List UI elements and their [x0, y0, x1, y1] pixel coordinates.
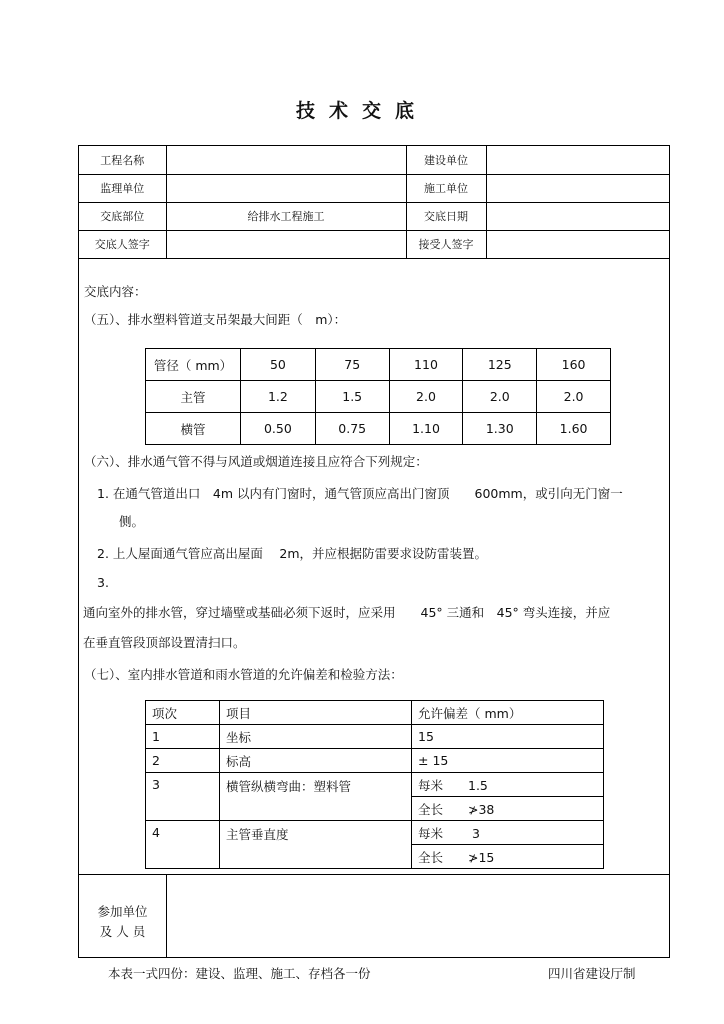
divider [166, 874, 167, 958]
table-cell: 2 [146, 749, 220, 773]
table-cell: 每米 1.5 [412, 773, 604, 797]
table-cell: 全长 ≯38 [412, 797, 604, 821]
supervision-unit-field[interactable] [166, 174, 406, 202]
divider [79, 874, 669, 875]
section-7-title: （七）、室内排水管道和雨水管道的允许偏差和检验方法： [84, 667, 403, 682]
header-table [79, 146, 669, 259]
table-cell: 1 [146, 725, 220, 749]
table-row [146, 725, 604, 749]
construction-unit-label: 施工单位 [406, 174, 486, 202]
table-header-cell: 50 [241, 349, 316, 381]
table-row [146, 749, 604, 773]
table-cell: 横管 [146, 413, 241, 445]
spacing-table [145, 348, 611, 445]
table-cell: 每米 3 [412, 821, 604, 845]
table-cell: 1.10 [389, 413, 463, 445]
supervision-unit-label: 监理单位 [79, 174, 166, 202]
receiver-sign-label: 接受人签字 [406, 230, 486, 258]
project-name-field[interactable] [166, 146, 406, 174]
participants-field[interactable] [171, 886, 665, 952]
disclosure-form [78, 145, 670, 958]
table-row [146, 821, 604, 845]
table-cell: ± 15 [412, 749, 604, 773]
rule-3-line-2: 在垂直管段顶部设置清扫口。 [83, 635, 246, 650]
table-row [146, 381, 611, 413]
table-cell: 3 [146, 773, 220, 821]
disclosure-date-field[interactable] [486, 202, 669, 230]
table-cell: 4 [146, 821, 220, 869]
section-5-title: （五）、排水塑料管道支吊架最大间距（ m）： [84, 312, 347, 327]
table-cell: 2.0 [463, 381, 537, 413]
rule-3-line-1: 通向室外的排水管，穿过墙壁或基础必须下返时，应采用 45° 三通和 45° 弯头连接，并应 [83, 605, 611, 620]
table-cell: 1.2 [241, 381, 316, 413]
table-header-cell: 项次 [146, 701, 220, 725]
giver-sign-field[interactable] [166, 230, 406, 258]
table-row [146, 413, 611, 445]
table-cell: 0.50 [241, 413, 316, 445]
table-cell: 2.0 [537, 381, 611, 413]
table-header-cell: 125 [463, 349, 537, 381]
rule-2: 2. 上人屋面通气管应高出屋面 2m，并应根据防雷要求设防雷装置。 [97, 546, 488, 561]
table-cell: 15 [412, 725, 604, 749]
rule-1-line-2: 侧。 [119, 514, 145, 529]
project-name-label: 工程名称 [79, 146, 166, 174]
table-header-cell: 管径（ mm） [146, 349, 241, 381]
section-6-title: （六）、排水通气管不得与风道或烟道连接且应符合下列规定： [84, 454, 428, 469]
page-title: 技术交底 [295, 100, 428, 122]
construction-unit-field[interactable] [486, 174, 669, 202]
table-cell: 2.0 [389, 381, 463, 413]
table-row [146, 349, 611, 381]
content-intro: 交底内容： [84, 284, 147, 299]
table-header-cell: 允许偏差（ mm） [412, 701, 604, 725]
rule-1-line-1: 1. 在通气管道出口 4m 以内有门窗时，通气管顶应高出门窗顶 600mm，或引向无门窗一 [97, 486, 623, 501]
participants-label [79, 902, 166, 942]
table-cell: 标高 [220, 749, 412, 773]
table-row [146, 701, 604, 725]
disclosure-date-label: 交底日期 [406, 202, 486, 230]
table-cell: 主管 [146, 381, 241, 413]
table-header-cell: 160 [537, 349, 611, 381]
table-cell: 全长 ≯15 [412, 845, 604, 869]
table-cell: 0.75 [315, 413, 389, 445]
table-cell: 1.30 [463, 413, 537, 445]
footer-note: 本表一式四份：建设、监理、施工、存档各一份 [108, 966, 371, 981]
build-unit-label: 建设单位 [406, 146, 486, 174]
build-unit-field[interactable] [486, 146, 669, 174]
footer-issuer: 四川省建设厅制 [548, 966, 636, 981]
participants-label-line-1: 参加单位 [97, 904, 148, 919]
deviation-table [145, 700, 604, 869]
participants-label-line-2: 及 人 员 [99, 924, 146, 939]
table-cell: 1.60 [537, 413, 611, 445]
table-cell: 横管纵横弯曲：塑料管 [220, 773, 412, 821]
table-cell: 主管垂直度 [220, 821, 412, 869]
table-cell: 坐标 [220, 725, 412, 749]
giver-sign-label: 交底人签字 [79, 230, 166, 258]
disclosure-part-label: 交底部位 [79, 202, 166, 230]
table-row [146, 773, 604, 797]
table-header-cell: 110 [389, 349, 463, 381]
rule-3-number: 3. [97, 575, 109, 590]
table-cell: 1.5 [315, 381, 389, 413]
receiver-sign-field[interactable] [486, 230, 669, 258]
disclosure-part-field[interactable]: 给排水工程施工 [166, 202, 406, 230]
table-header-cell: 75 [315, 349, 389, 381]
table-header-cell: 项目 [220, 701, 412, 725]
